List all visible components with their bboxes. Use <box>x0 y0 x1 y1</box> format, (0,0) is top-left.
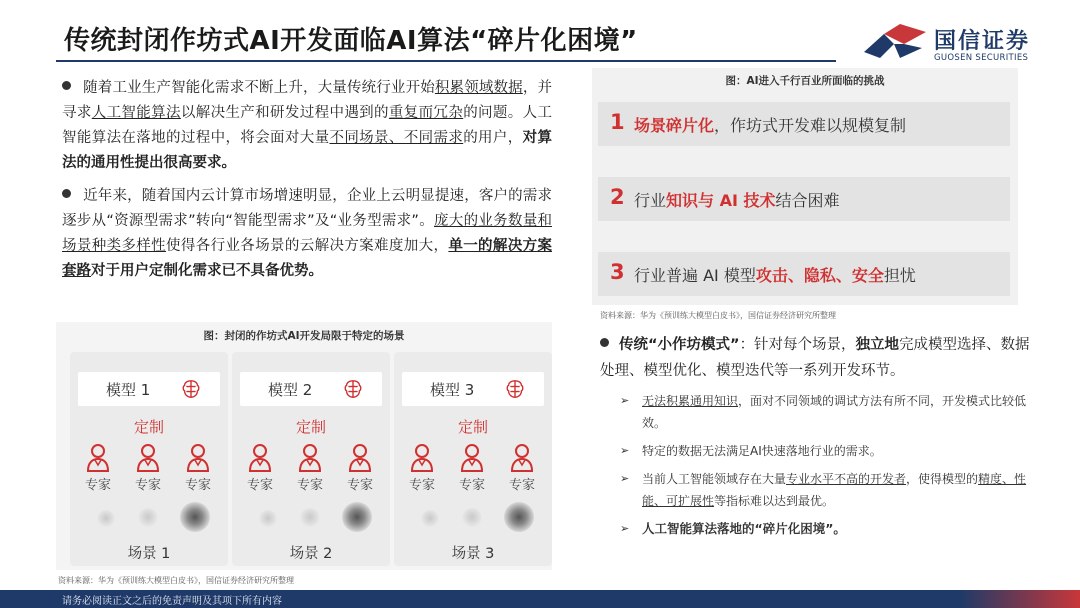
figure-caption: 图：封闭的作坊式AI开发局限于特定的场景 <box>203 330 405 342</box>
person-icon <box>508 442 536 472</box>
logo-chinese-name: 国信证券 <box>934 29 1031 54</box>
highlight-text: 知识与 AI 技术 <box>666 191 776 210</box>
expert-label: 专家 <box>346 478 373 493</box>
text-run: 随着工业生产智能化需求不断上升，大量传统行业开始 <box>83 80 435 96</box>
underlined-bold-text: 单一的解决方案套路 <box>62 238 552 279</box>
bold-text: 传统“小作坊模式” <box>619 337 740 353</box>
brain-icon <box>504 378 526 400</box>
brain-icon <box>342 378 364 400</box>
text-run: 的问题。人工智能算法在落地的过程中，将会面对大量 <box>62 105 552 146</box>
main-bullet <box>600 332 1030 384</box>
underlined-text: 庞大的业务数量和场景种类多样性 <box>62 213 552 254</box>
expert-label: 专家 <box>84 478 111 493</box>
sub-bullet <box>620 440 1030 462</box>
challenges-figure <box>592 68 1018 305</box>
custom-label: 定制 <box>133 418 164 436</box>
challenge-text <box>634 113 906 136</box>
text-run: 近年来，随着国内云计算市场增速明显，企业上云明显提速，客户的需求逐步从“资源型需求”转向“智能型需求”及“业务型需求”。 <box>62 188 552 229</box>
text-run: 人工智能算法落地的“碎片化困境”。 <box>642 521 846 536</box>
highlight-text: 场景碎片化 <box>634 116 715 135</box>
person-icon <box>184 442 212 472</box>
bold-text: 对算法的通用性提出很高要求。 <box>62 130 552 171</box>
sub-bullet <box>620 468 1030 512</box>
scene-sphere-icon <box>462 508 482 528</box>
bold-text: 独立地 <box>855 337 900 353</box>
underlined-text: 重复而冗杂 <box>388 105 464 121</box>
scene-label: 场景 1 <box>127 546 171 562</box>
person-icon <box>296 442 324 472</box>
bullet-icon <box>600 338 609 347</box>
model-box <box>240 372 382 406</box>
expert <box>402 442 442 493</box>
expert <box>178 442 218 493</box>
custom-label: 定制 <box>295 418 326 436</box>
expert-label: 专家 <box>458 478 485 493</box>
text-run: 等指标难以达到最优。 <box>714 494 835 508</box>
scene-sphere-icon <box>97 510 115 528</box>
expert <box>452 442 492 493</box>
logo-english-name: GUOSEN SECURITIES <box>934 53 1029 63</box>
text-run: 担忧 <box>883 266 916 285</box>
text-run: 以解决生产和研发过程中遇到的 <box>180 105 389 121</box>
sub-bullet <box>620 390 1030 434</box>
arrow-bullet-icon: ➢ <box>620 444 630 457</box>
sub-bullet <box>620 518 1030 540</box>
expert <box>78 442 118 493</box>
person-icon <box>246 442 274 472</box>
challenge-number: 3 <box>610 260 625 284</box>
person-icon <box>134 442 162 472</box>
scene-label: 场景 2 <box>289 546 333 562</box>
scenario-group <box>232 352 390 566</box>
title-underline <box>56 60 836 62</box>
model-label: 模型 2 <box>268 381 313 399</box>
paragraph-2 <box>62 184 552 284</box>
disclaimer-text: 请务必阅读正文之后的免责声明及其项下所有内容 <box>62 596 282 607</box>
expert <box>340 442 380 493</box>
scene-sphere-icon <box>259 510 277 528</box>
brain-icon <box>180 378 202 400</box>
expert-label: 专家 <box>408 478 435 493</box>
expert <box>290 442 330 493</box>
expert <box>502 442 542 493</box>
text-run: 结合困难 <box>775 191 840 210</box>
text-run: 完成模型选择、数据处理、模型优化、模型迭代等一系列开发环节。 <box>600 337 1030 379</box>
text-run: 特定的数据无法满足AI快速落地行业的需求。 <box>642 444 882 458</box>
highlight-text: 攻击、隐私、安全 <box>755 266 884 285</box>
guosen-logo-icon <box>860 22 930 62</box>
underlined-text: 积累领域数据 <box>434 80 523 96</box>
text-run: ，使得模型的 <box>906 472 979 486</box>
footer-accent <box>960 590 1080 608</box>
challenge-row <box>598 102 1010 146</box>
bullet-icon <box>62 81 71 90</box>
figure-caption: 图：AI进入千行百业所面临的挑战 <box>725 75 885 87</box>
bold-text: 对于用户定制化需求已不具备优势。 <box>91 263 323 279</box>
model-label: 模型 3 <box>430 381 475 399</box>
arrow-bullet-icon: ➢ <box>620 472 630 485</box>
workshop-diagram <box>56 322 552 570</box>
footer-bar <box>0 590 1080 608</box>
model-label: 模型 1 <box>106 381 151 399</box>
expert-label: 专家 <box>246 478 273 493</box>
challenge-text <box>634 263 916 286</box>
scenario-group <box>70 352 228 566</box>
text-run: ，面对不同领域的调试方法有所不同，开发模式比较低效。 <box>642 394 1027 430</box>
underlined-text: 人工智能算法 <box>91 105 181 121</box>
challenge-number: 2 <box>610 185 625 209</box>
scene-sphere-icon <box>504 502 534 532</box>
challenge-number: 1 <box>610 110 625 134</box>
arrow-bullet-icon: ➢ <box>620 394 630 407</box>
expert <box>240 442 280 493</box>
bullet-icon <box>62 189 71 198</box>
text-run: 的用户， <box>463 130 523 146</box>
custom-label: 定制 <box>457 418 488 436</box>
workshop-mode-list <box>600 332 1030 540</box>
expert-label: 专家 <box>508 478 535 493</box>
challenge-row <box>598 252 1010 296</box>
text-run: 使得各行业各场景的云解决方案难度加大， <box>166 238 449 254</box>
figure-source: 资料来源：华为《预训练大模型白皮书》，国信证券经济研究所整理 <box>58 576 294 585</box>
scene-sphere-icon <box>342 502 372 532</box>
text-run: 行业 <box>634 191 667 210</box>
text-run: ，并寻求 <box>62 80 552 121</box>
underlined-text: 精度、性能、可扩展性 <box>642 472 1027 508</box>
figure-source: 资料来源：华为《预训练大模型白皮书》，国信证券经济研究所整理 <box>600 311 836 320</box>
person-icon <box>346 442 374 472</box>
paragraph-1 <box>62 76 552 176</box>
arrow-bullet-icon: ➢ <box>620 522 630 535</box>
page-title: 传统封闭作坊式AI开发面临AI算法“碎片化困境” <box>64 26 638 56</box>
model-box <box>78 372 220 406</box>
underlined-text: 专业水平不高的开发者 <box>786 472 907 486</box>
scene-sphere-icon <box>138 508 158 528</box>
underlined-text: 无法积累通用知识 <box>642 394 739 408</box>
text-run: ，作坊式开发难以规模复制 <box>714 116 907 135</box>
expert-label: 专家 <box>184 478 211 493</box>
company-logo <box>860 20 1060 66</box>
person-icon <box>408 442 436 472</box>
scene-sphere-icon <box>421 510 439 528</box>
model-box <box>402 372 544 406</box>
challenge-text <box>634 188 840 211</box>
expert-label: 专家 <box>134 478 161 493</box>
text-run: 当前人工智能领域存在大量 <box>642 472 787 486</box>
expert-label: 专家 <box>296 478 323 493</box>
scene-sphere-icon <box>300 508 320 528</box>
text-run: ：针对每个场景， <box>739 337 856 353</box>
challenge-row <box>598 177 1010 221</box>
scene-label: 场景 3 <box>451 546 495 562</box>
expert <box>128 442 168 493</box>
scene-sphere-icon <box>180 502 210 532</box>
person-icon <box>84 442 112 472</box>
person-icon <box>458 442 486 472</box>
left-text-block <box>62 76 552 292</box>
underlined-text: 不同场景、不同需求 <box>329 130 464 146</box>
scenario-group <box>394 352 552 566</box>
text-run: 行业普遍 AI 模型 <box>634 266 756 285</box>
